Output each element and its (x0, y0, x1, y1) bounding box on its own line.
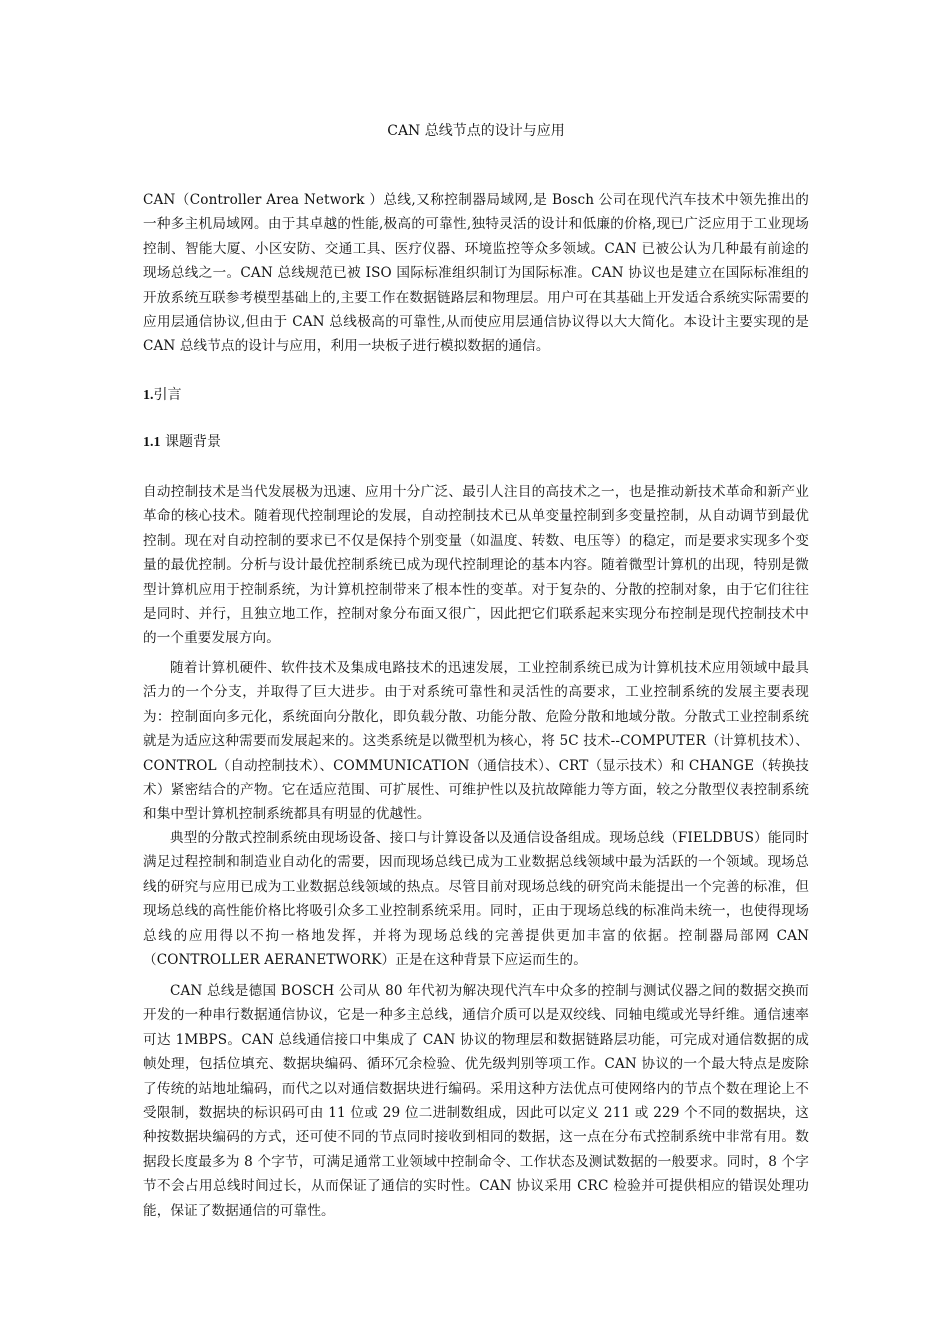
section-number: 1. (143, 388, 154, 403)
body-paragraph-2: 随着计算机硬件、软件技术及集成电路技术的迅速发展，工业控制系统已成为计算机技术应用领域中最具活力的一个分支，并取得了巨大进步。由于对系统可靠性和灵活性的高要求，工业控制系统的发展主要表现为：控制面向多元化，系统面向分散化，即负载分散、功能分散、危险分散和地域分散。分散式工业控制系统就是为适应这种需要而发展起来的。这类系统是以微型机为核心，将 5C 技术--COMPUTER（计算机技术）、CONTROL（自动控制技术）、COMMUNICATION（通信技术）、CRT（显示技术）和 CHANGE（转换技术）紧密结合的产物。它在适应范围、可扩展性、可维护性以及抗故障能力等方面，较之分散型仪表控制系统和集中型计算机控制系统都具有明显的优越性。 (143, 660, 809, 823)
subsection-title: 课题背景 (160, 434, 221, 450)
body-paragraph-3: 典型的分散式控制系统由现场设备、接口与计算设备以及通信设备组成。现场总线（FIELDBUS）能同时满足过程控制和制造业自动化的需要，因而现场总线已成为工业数据总线领域中最为活跃的一个领域。现场总线的研究与应用已成为工业数据总线领域的热点。尽管目前对现场总线的研究尚未能提出一个完善的标准，但现场总线的高性能价格比将吸引众多工业控制系统采用。同时，正由于现场总线的标准尚未统一，也使得现场总线的应用得以不拘一格地发挥，并将为现场总线的完善提供更加丰富的依据。控制器局部网 CAN（CONTROLLER AERANETWORK）正是在这种背景下应运而生的。 (143, 830, 809, 969)
subsection-number: 1.1 (143, 435, 161, 450)
abstract-paragraph: CAN（Controller Area Network ）总线,又称控制器局域网,是 Bosch 公司在现代汽车技术中领先推出的一种多主机局域网。由于其卓越的性能,极高的可靠性,独特灵活的设计和低廉的价格,现已广泛应用于工业现场控制、智能大厦、小区安防、交通工具、医疗仪器、环境监控等众多领域。CAN 已被公认为几种最有前途的现场总线之一。CAN 总线规范已被 ISO 国际标准组织制订为国际标准。CAN 协议也是建立在国际标准组的开放系统互联参考模型基础上的,主要工作在数据链路层和物理层。用户可在其基础上开发适合系统实际需要的应用层通信协议,但由于 CAN 总线极高的可靠性,从而使应用层通信协议得以大大简化。本设计主要实现的是 CAN 总线节点的设计与应用，利用一块板子进行模拟数据的通信。 (143, 192, 809, 355)
section-title: 引言 (153, 387, 182, 403)
subsection-heading-background (143, 432, 221, 453)
body-paragraph-1: 自动控制技术是当代发展极为迅速、应用十分广泛、最引人注目的高技术之一，也是推动新技术革命和新产业革命的核心技术。随着现代控制理论的发展，自动控制技术已从单变量控制到多变量控制，从自动调节到最优控制。现在对自动控制的要求已不仅是保持个别变量（如温度、转数、电压等）的稳定，而是要求实现多个变量的最优控制。分析与设计最优控制系统已成为现代控制理论的基本内容。随着微型计算机的出现，特别是微型计算机应用于控制系统，为计算机控制带来了根本性的变革。对于复杂的、分散的控制对象，由于它们往往是同时、并行，且独立地工作，控制对象分布面又很广，因此把它们联系起来实现分布控制是现代控制技术中的一个重要发展方向。 (143, 484, 809, 647)
body-paragraph-4: CAN 总线是德国 BOSCH 公司从 80 年代初为解决现代汽车中众多的控制与测试仪器之间的数据交换而开发的一种串行数据通信协议，它是一种多主总线，通信介质可以是双绞线、同轴电缆或光导纤维。通信速率可达 1MBPS。CAN 总线通信接口中集成了 CAN 协议的物理层和数据链路层功能，可完成对通信数据的成帧处理，包括位填充、数据块编码、循环冗余检验、优先级判别等项工作。CAN 协议的一个最大特点是废除了传统的站地址编码，而代之以对通信数据块进行编码。采用这种方法优点可使网络内的节点个数在理论上不受限制，数据块的标识码可由 11 位或 29 位二进制数组成，因此可以定义 211 或 229 个不同的数据块，这种按数据块编码的方式，还可使不同的节点同时接收到相同的数据，这一点在分布式控制系统中非常有用。数据段长度最多为 8 个字节，可满足通常工业领域中控制命令、工作状态及测试数据的一般要求。同时，8 个字节不会占用总线时间过长，从而保证了通信的实时性。CAN 协议采用 CRC 检验并可提供相应的错误处理功能，保证了数据通信的可靠性。 (143, 983, 809, 1219)
document-title: CAN 总线节点的设计与应用 (387, 123, 565, 139)
section-heading-introduction (143, 385, 182, 406)
